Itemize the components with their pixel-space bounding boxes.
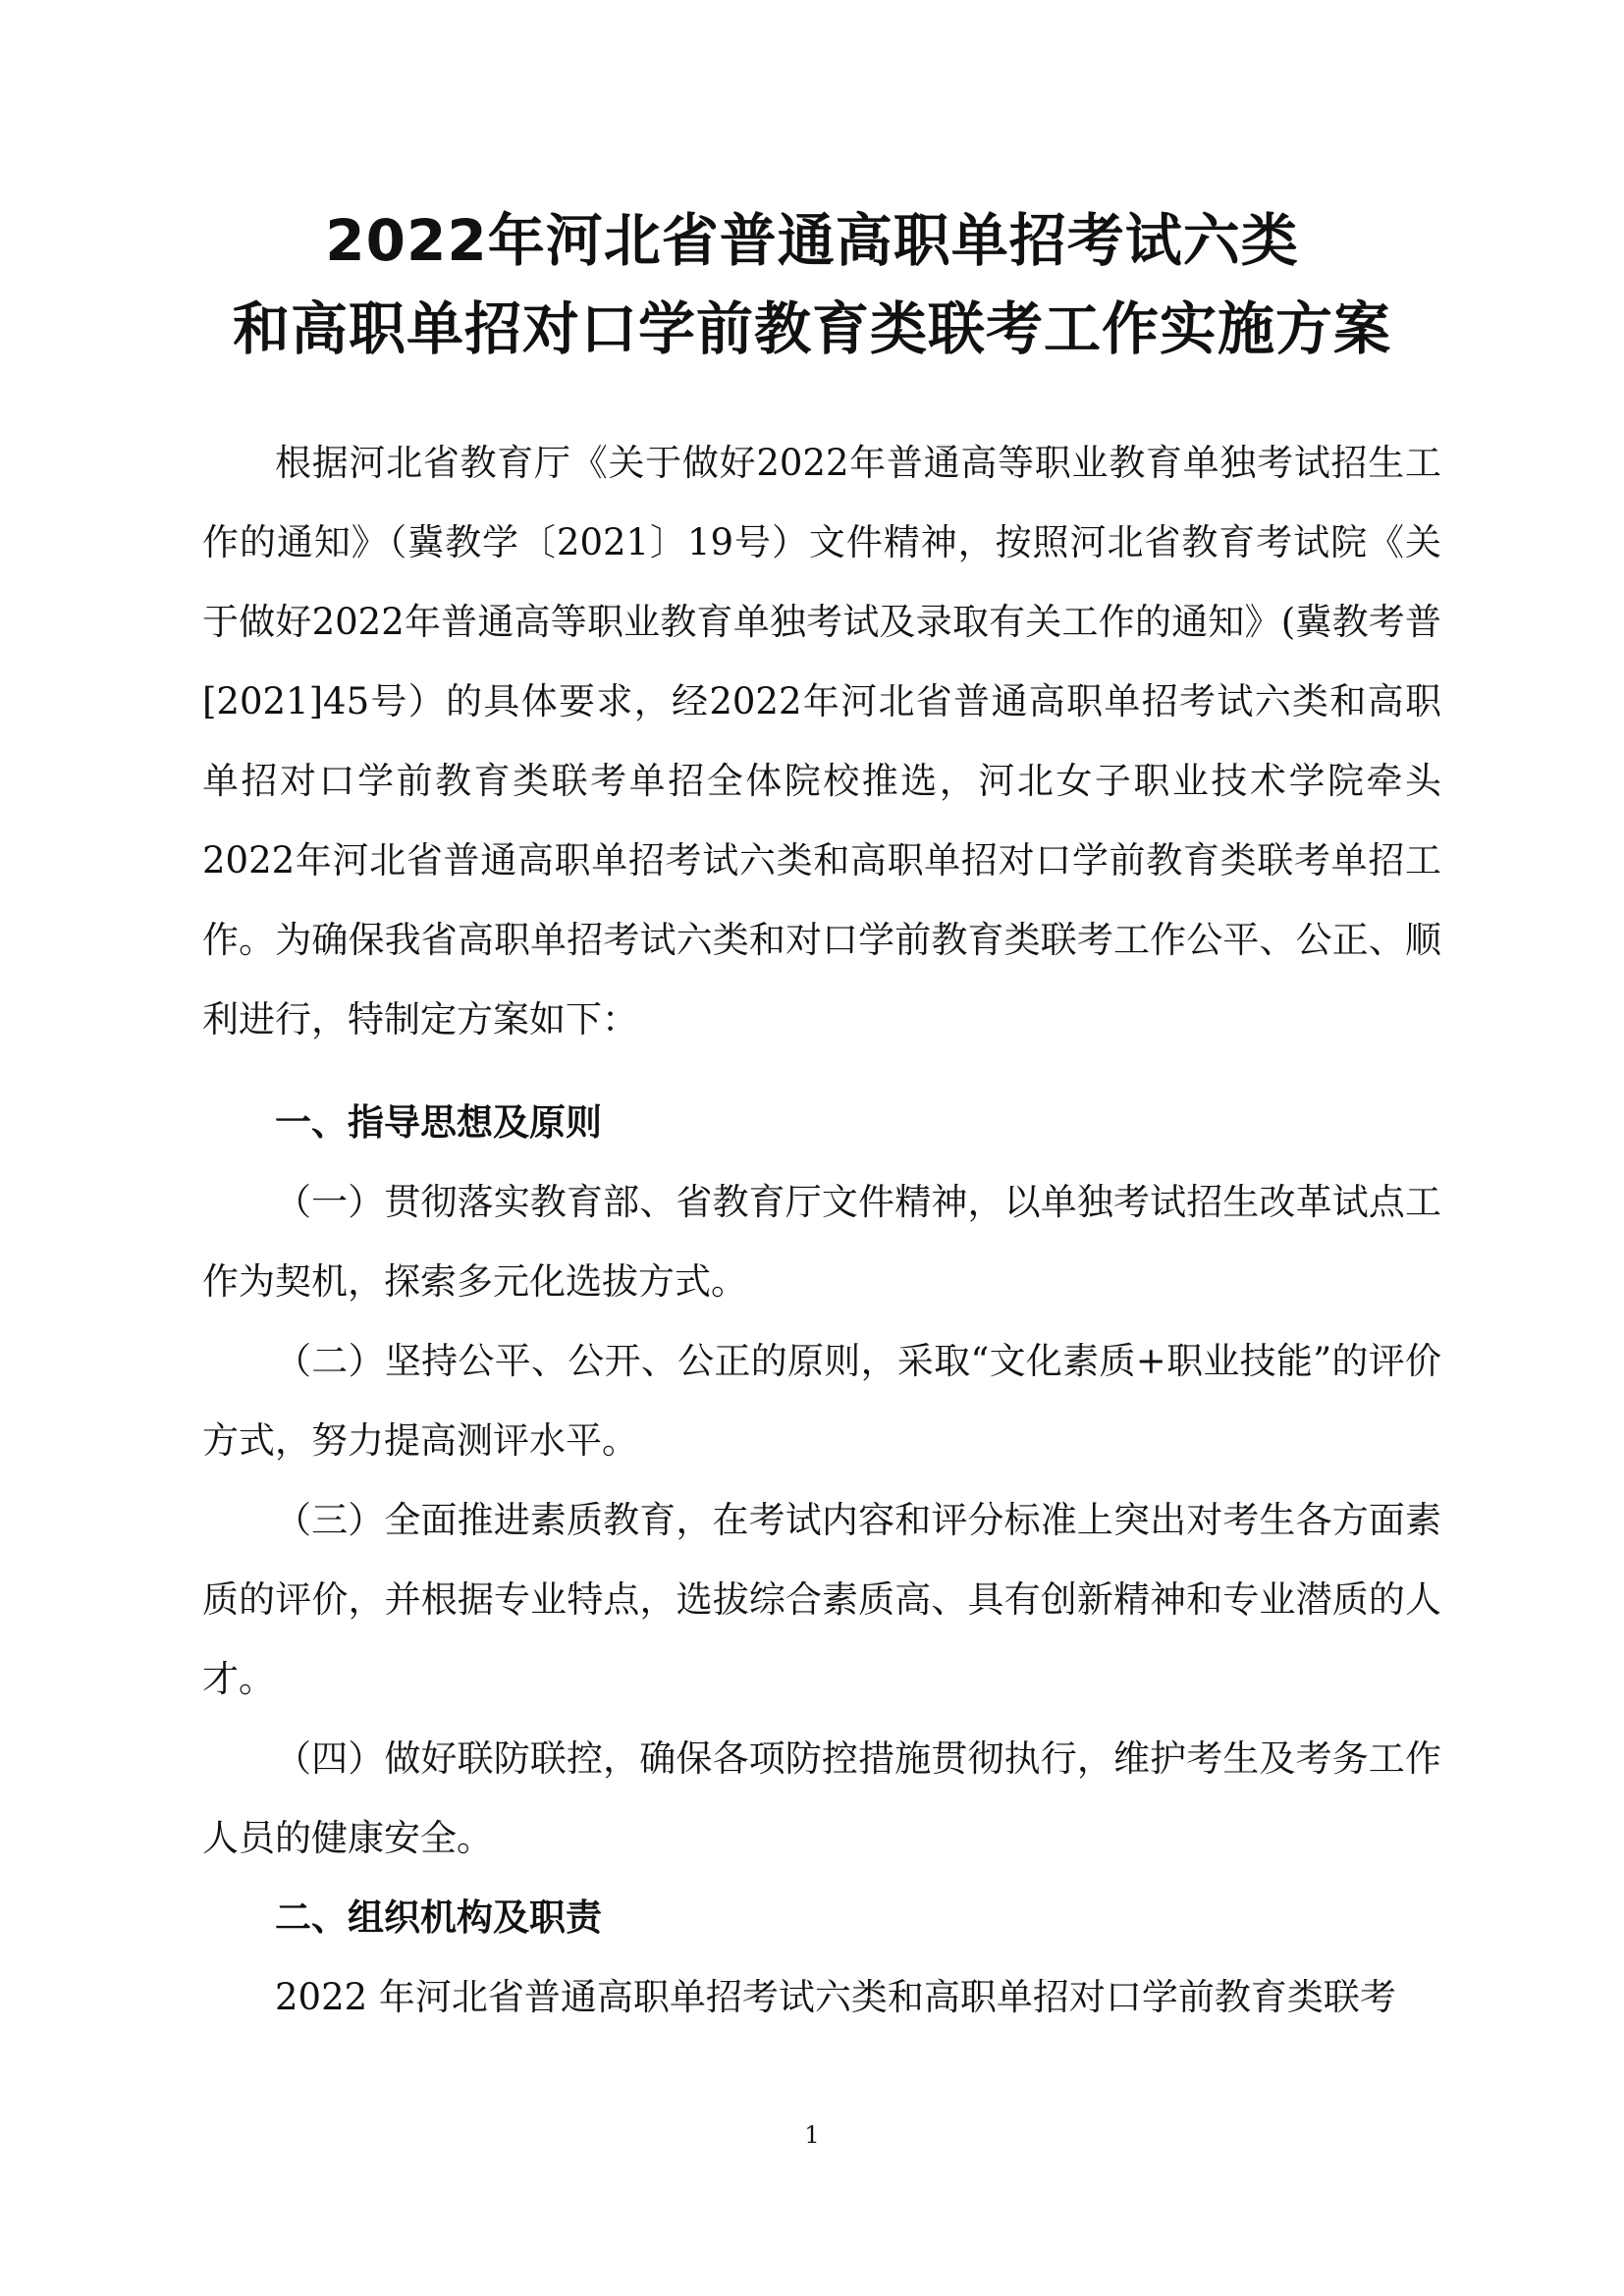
section-heading-organization: 二、组织机构及职责	[275, 1896, 602, 1939]
organization-paragraph: 2022 年河北省普通高职单招考试六类和高职单招对口学前教育类联考	[275, 1976, 1396, 2018]
principle-item-2: （二）坚持公平、公开、公正的原则，采取“文化素质+职业技能”的评价方式，努力提高测评水平。	[202, 1340, 1441, 1462]
document-title-line-2: 和高职单招对口学前教育类联考工作实施方案	[232, 295, 1391, 362]
principle-item-1: （一）贯彻落实教育部、省教育厅文件精神，以单独考试招生改革试点工作为契机，探索多元化选拔方式。	[202, 1181, 1441, 1303]
page-number: 1	[804, 2121, 820, 2149]
principle-item-4: （四）做好联防联控，确保各项防控措施贯彻执行，维护考生及考务工作人员的健康安全。	[202, 1737, 1441, 1859]
document-title-line-1: 2022年河北省普通高职单招考试六类	[325, 207, 1299, 274]
principle-item-3: （三）全面推进素质教育，在考试内容和评分标准上突出对考生各方面素质的评价，并根据专业特点，选拔综合素质高、具有创新精神和专业潜质的人才。	[202, 1499, 1441, 1700]
section-heading-guiding-principles: 一、指导思想及原则	[275, 1101, 602, 1144]
intro-paragraph: 根据河北省教育厅《关于做好2022年普通高等职业教育单独考试招生工作的通知》（冀教学〔2021〕19号）文件精神，按照河北省教育考试院《关于做好2022年普通高等职业教育单独考试及录取有关工作的通知》(冀教考普[2021]45号）的具体要求，经2022年河北省普通高职单招考试六类和高职单招对口学前教育类联考单招全体院校推选，河北女子职业技术学院牵头2022年河北省普通高职单招考试六类和高职单招对口学前教育类联考单招工作。为确保我省高职单招考试六类和对口学前教育类联考工作公平、公正、顺利进行，特制定方案如下：	[202, 442, 1441, 1041]
